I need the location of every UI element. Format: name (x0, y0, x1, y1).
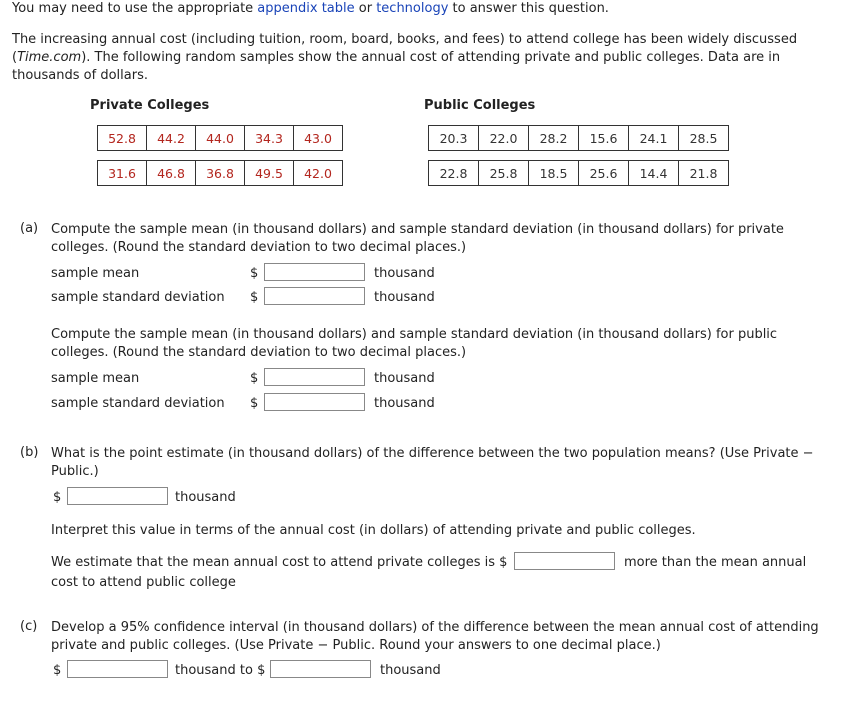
part-b-question: What is the point estimate (in thousand dollars) of the difference between the two population means? (Use Private − Public.) (51, 446, 814, 479)
data-cell: 52.8 (98, 126, 147, 151)
intro-line (12, 1, 609, 16)
data-cell: 44.0 (196, 126, 245, 151)
data-cell: 15.6 (579, 126, 629, 151)
ci-to-label: thousand to $ (175, 663, 266, 678)
estimate-sentence-end: more than the mean annual (624, 555, 807, 570)
data-cell: 20.3 (429, 126, 479, 151)
dollar-sign: $ (250, 371, 259, 386)
data-cell: 42.0 (294, 161, 343, 186)
interpret-prompt: Interpret this value in terms of the annual cost (in dollars) of attending private and public colleges. (51, 523, 696, 538)
dollar-sign: $ (250, 266, 259, 281)
description-text: ). The following random samples show the annual cost of attending private and public colleges. Data are in thousands of dollars. (12, 50, 781, 83)
sample-mean-label: sample mean (51, 266, 140, 281)
intro-text: You may need to use the appropriate (12, 1, 258, 16)
unit-label: thousand (380, 663, 441, 678)
part-b-letter: (b) (20, 445, 39, 460)
part-c-letter: (c) (20, 619, 38, 634)
public-sd-input[interactable] (264, 393, 365, 411)
data-cell: 46.8 (147, 161, 196, 186)
dollar-sign: $ (53, 663, 62, 678)
intro-text: to answer this question. (448, 1, 609, 16)
dollar-sign: $ (250, 396, 259, 411)
private-sd-input[interactable] (264, 287, 365, 305)
public-data-row-1 (428, 125, 729, 151)
unit-label: thousand (374, 371, 435, 386)
data-cell: 22.8 (429, 161, 479, 186)
data-cell: 31.6 (98, 161, 147, 186)
data-cell: 21.8 (679, 161, 729, 186)
data-cell: 24.1 (629, 126, 679, 151)
dollar-sign: $ (250, 290, 259, 305)
private-mean-input[interactable] (264, 263, 365, 281)
estimate-sentence-start: We estimate that the mean annual cost to attend private colleges is $ (51, 555, 508, 570)
data-cell: 43.0 (294, 126, 343, 151)
data-cell: 28.2 (529, 126, 579, 151)
estimate-sentence-cont: cost to attend public college (51, 575, 236, 590)
technology-link[interactable]: technology (376, 1, 449, 16)
ci-upper-input[interactable] (270, 660, 371, 678)
data-cell: 49.5 (245, 161, 294, 186)
sample-sd-label: sample standard deviation (51, 290, 225, 305)
data-cell: 44.2 (147, 126, 196, 151)
sample-mean-label: sample mean (51, 371, 140, 386)
public-mean-input[interactable] (264, 368, 365, 386)
unit-label: thousand (374, 396, 435, 411)
point-estimate-input[interactable] (67, 487, 168, 505)
part-a-question-public: Compute the sample mean (in thousand dollars) and sample standard deviation (in thousand dollars) for public colleges. (Round the standard deviation to two decimal places.) (51, 327, 778, 360)
data-cell: 25.8 (479, 161, 529, 186)
intro-text: or (354, 1, 377, 16)
private-colleges-heading: Private Colleges (90, 98, 210, 113)
data-cell: 25.6 (579, 161, 629, 186)
part-c-question: Develop a 95% confidence interval (in thousand dollars) of the difference between the mean annual cost of attending private and public colleges. (Use Private − Public. Round your answers to one decimal place.) (51, 620, 819, 653)
public-data-row-2 (428, 160, 729, 186)
ci-lower-input[interactable] (67, 660, 168, 678)
data-cell: 18.5 (529, 161, 579, 186)
description-text: The increasing annual cost (including tuition, room, board, books, and fees) to attend college has been widely discussed ( (12, 32, 798, 65)
data-cell: 22.0 (479, 126, 529, 151)
data-cell: 28.5 (679, 126, 729, 151)
data-cell: 36.8 (196, 161, 245, 186)
unit-label: thousand (374, 290, 435, 305)
appendix-table-link[interactable]: appendix table (257, 1, 355, 16)
public-colleges-heading: Public Colleges (424, 98, 536, 113)
private-data-row-1 (97, 125, 343, 151)
problem-description (12, 31, 822, 85)
source-name: Time.com (17, 50, 82, 65)
part-a-letter: (a) (20, 221, 39, 236)
dollar-difference-input[interactable] (514, 552, 615, 570)
part-a-question-private: Compute the sample mean (in thousand dollars) and sample standard deviation (in thousand dollars) for private colleges. (Round the standard deviation to two decimal places.) (51, 222, 784, 255)
dollar-sign: $ (53, 490, 62, 505)
data-cell: 14.4 (629, 161, 679, 186)
private-data-row-2 (97, 160, 343, 186)
unit-label: thousand (374, 266, 435, 281)
unit-label: thousand (175, 490, 236, 505)
data-cell: 34.3 (245, 126, 294, 151)
sample-sd-label: sample standard deviation (51, 396, 225, 411)
